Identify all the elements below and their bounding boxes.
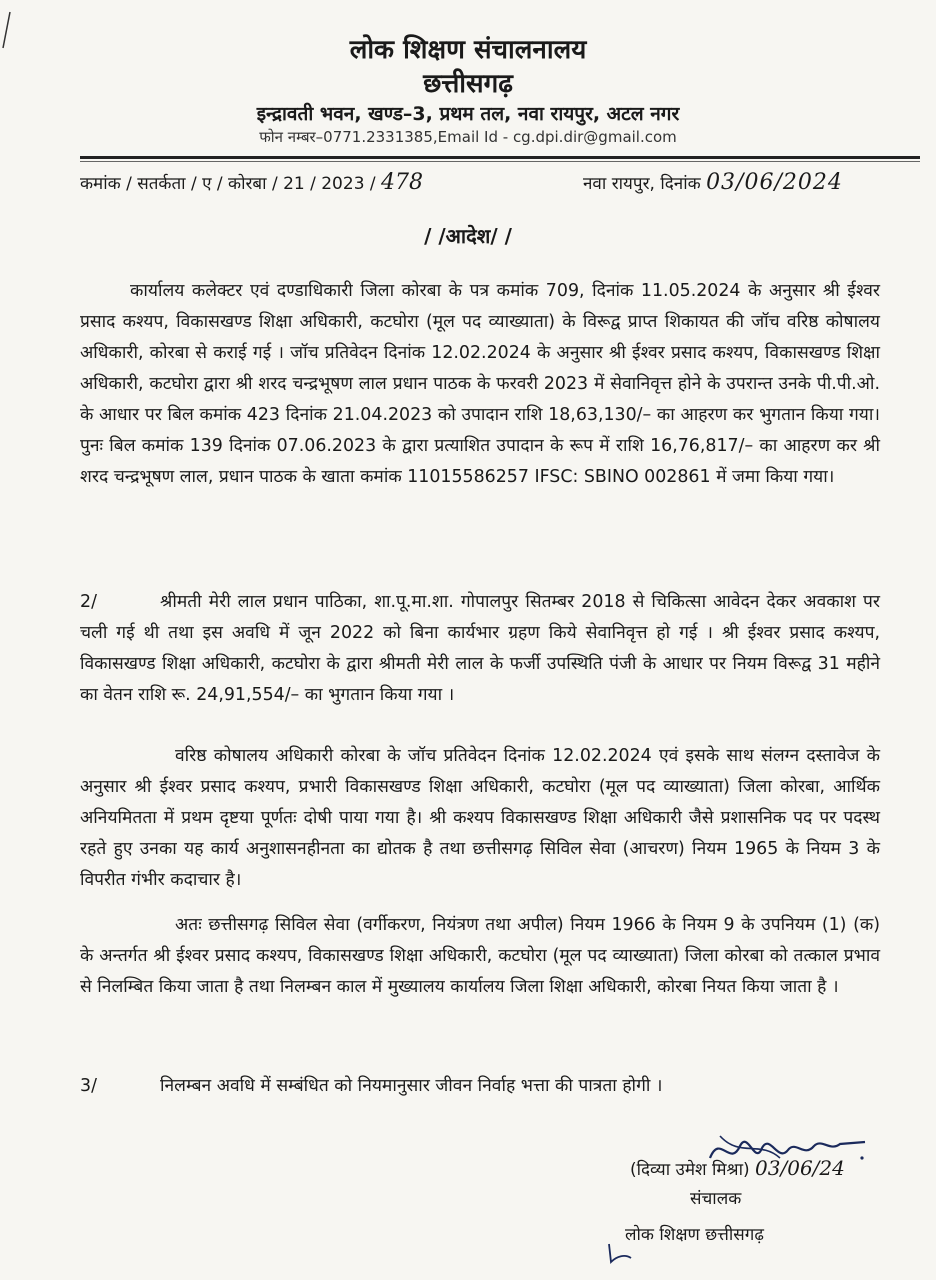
paragraph-3: वरिष्ठ कोषालय अधिकारी कोरबा के जॉच प्रतिवेदन दिनांक 12.02.2024 एवं इसके साथ संलग्न दस्तावेज के अनुसार श्री ईश्वर प्रसाद कश्यप, प्रभारी विकासखण्ड शिक्षा अधिकारी, कटघोरा (मूल पद व्याख्याता) जिला कोरबा, आर्थिक अनियमितता में प्रथम दृष्टया पूर्णतः दोषी पाया गया है। श्री कश्यप विकासखण्ड शिक्षा अधिकारी जैसे प्रशासनिक पद पर पदस्थ रहते हुए उनका यह कार्य अनुशासनहीनता का द्योतक है तथा छत्तीसगढ़ सिविल सेवा (आचरण) नियम 1965 के नियम 3 के विपरीत गंभीर कदाचार है। <box>80 746 880 890</box>
paragraph-2 <box>80 587 880 711</box>
paragraph-2-text: श्रीमती मेरी लाल प्रधान पाठिका, शा.पू.मा.शा. गोपालपुर सितम्बर 2018 से चिकित्सा आवेदन देकर अवकाश पर चली गई थी तथा इस अवधि में जून 2022 को बिना कार्यभार ग्रहण किये सेवानिवृत्त हो गई । श्री ईश्वर प्रसाद कश्यप, विकासखण्ड शिक्षा अधिकारी, कटघोरा के द्वारा श्रीमती मेरी लाल के फर्जी उपस्थिति पंजी के आधार पर नियम विरूद्व 31 महीने का वेतन राशि रू. 24,91,554/– का भुगतान किया गया । <box>80 592 880 705</box>
office-address: इन्द्रावती भवन, खण्ड–3, प्रथम तल, नवा रायपुर, अटल नगर <box>256 103 680 125</box>
paragraph-5-text: निलम्बन अवधि में सम्बंधित को नियमानुसार जीवन निर्वाह भत्ता की पात्रता होगी । <box>160 1076 663 1096</box>
reference-line <box>80 170 423 195</box>
date-line <box>583 170 843 195</box>
paragraph-1: कार्यालय कलेक्टर एवं दण्डाधिकारी जिला कोरबा के पत्र कमांक 709, दिनांक 11.05.2024 के अनुसार श्री ईश्वर प्रसाद कश्यप, विकासखण्ड शिक्षा अधिकारी, कटघोरा (मूल पद व्याख्याता) के विरूद्व प्राप्त शिकायत की जॉच वरिष्ठ कोषालय अधिकारी, कोरबा से कराई गई । जॉच प्रतिवेदन दिनांक 12.02.2024 के अनुसार श्री ईश्वर प्रसाद कश्यप, विकासखण्ड शिक्षा अधिकारी, कटघोरा द्वारा श्री शरद चन्द्रभूषण लाल प्रधान पाठक के फरवरी 2023 में सेवानिवृत्त होने के उपरान्त उनके पी.पी.ओ. के आधार पर बिल कमांक 423 दिनांक 21.04.2023 को उपादान राशि 18,63,130/– का आहरण कर भुगतान किया गया। पुनः बिल कमांक 139 दिनांक 07.06.2023 के द्वारा प्रत्याशित उपादान के रूप में राशि 16,76,817/– का आहरण कर श्री शरद चन्द्रभूषण लाल, प्रधान पाठक के खाता कमांक 11015586257 IFSC: SBINO 002861 में जमा किया गया। <box>80 281 880 487</box>
header-rule-thin <box>80 161 920 162</box>
place-prefix: नवा रायपुर, दिनांक <box>583 174 701 194</box>
paragraph-4: अतः छत्तीसगढ़ सिविल सेवा (वर्गीकरण, नियंत्रण तथा अपील) नियम 1966 के नियम 9 के उपनियम (1) (क) के अन्तर्गत श्री ईश्वर प्रसाद कश्यप, विकासखण्ड शिक्षा अधिकारी, कटघोरा (मूल पद व्याख्याता) जिला कोरबा को तत्काल प्रभाव से निलम्बित किया जाता है तथा निलम्बन काल में मुख्यालय कार्यालय जिला शिक्षा अधिकारी, कोरबा नियत किया जाता है । <box>80 915 880 997</box>
order-title: / /आदेश/ / <box>424 224 512 248</box>
paragraph-number: 3/ <box>80 1076 97 1096</box>
contact-line: फोन नम्बर–0771.2331385,Email Id - cg.dpi.dir@gmail.com <box>259 128 677 146</box>
header-rule <box>80 156 920 159</box>
initial-mark <box>605 1240 635 1265</box>
paragraph-number: 2/ <box>80 592 97 612</box>
order-date: 03/06/2024 <box>706 170 843 195</box>
signatory-office: लोक शिक्षण छत्तीसगढ़ <box>625 1225 764 1245</box>
org-name: लोक शिक्षण संचालनालय <box>349 35 587 65</box>
reference-number: 478 <box>381 170 424 195</box>
signatory-designation: संचालक <box>690 1189 742 1209</box>
paragraph-5 <box>80 1071 880 1102</box>
signatory-name: (दिव्या उमेश मिश्रा) <box>630 1160 750 1180</box>
reference-prefix: कमांक / सतर्कता / ए / कोरबा / 21 / 2023 / <box>80 174 376 194</box>
state-name: छत्तीसगढ़ <box>423 69 513 99</box>
signature-date: 03/06/24 <box>755 1156 845 1180</box>
